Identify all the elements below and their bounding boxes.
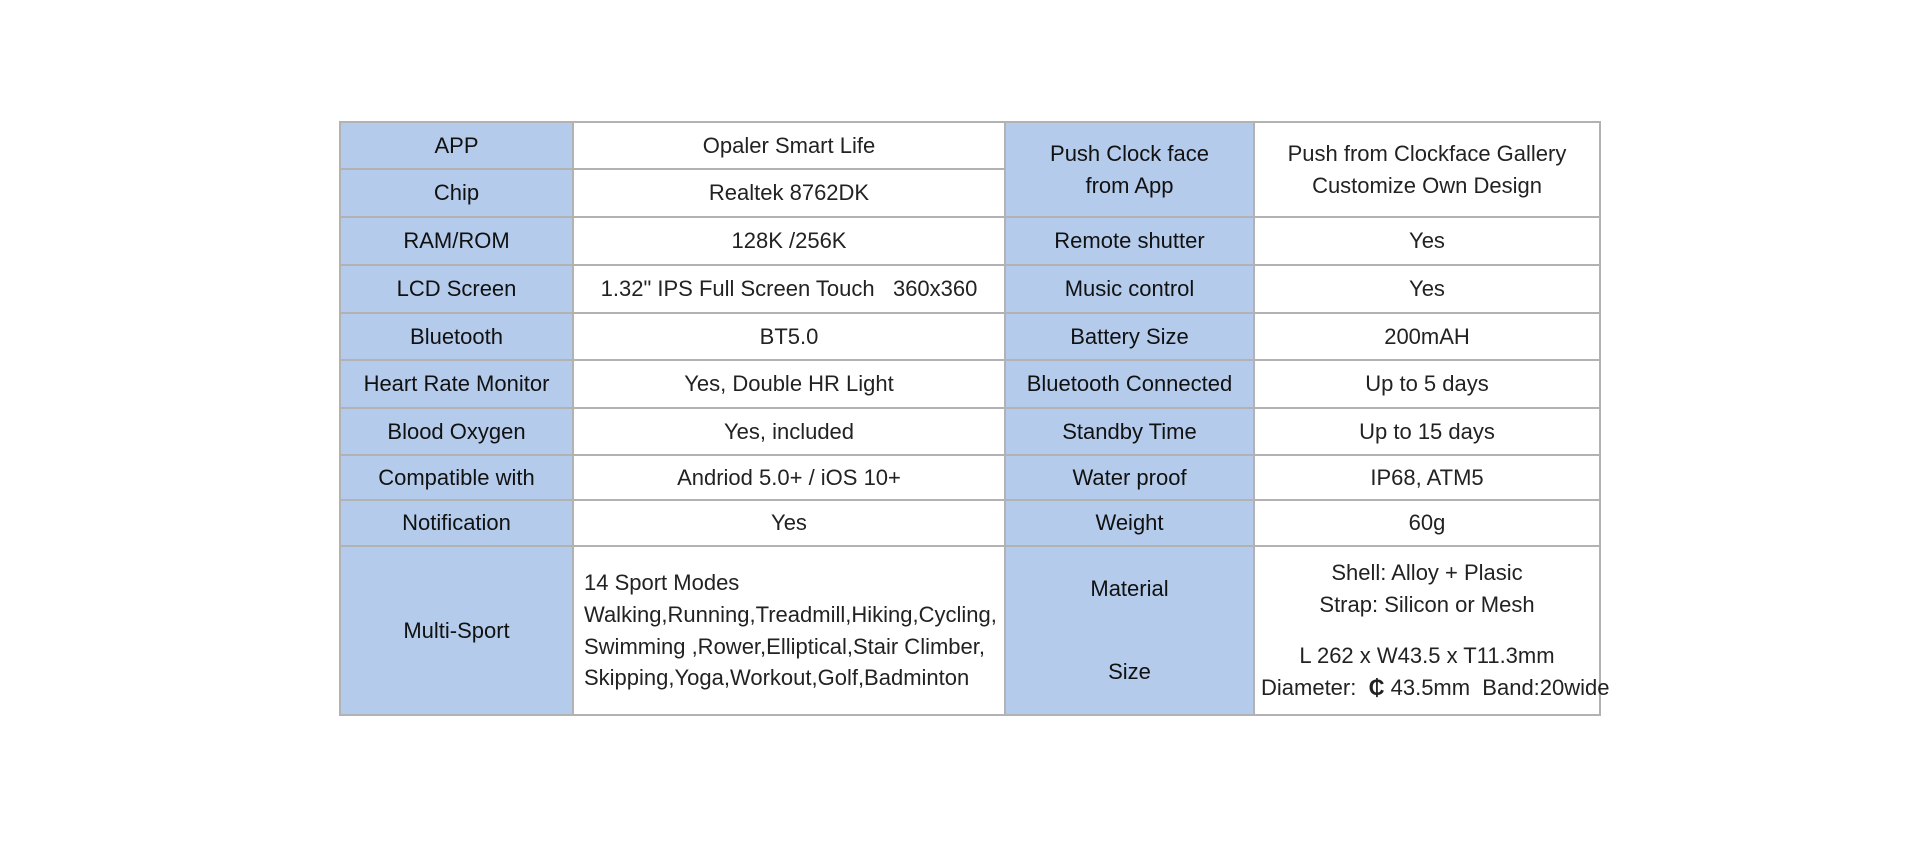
- sport-label: Multi-Sport: [340, 546, 573, 715]
- notification-label: Notification: [340, 500, 573, 546]
- music-label: Music control: [1005, 265, 1254, 313]
- sport-line: Walking,Running,Treadmill,Hiking,Cycling,: [584, 601, 997, 627]
- table-row: [340, 500, 1600, 546]
- diameter-icon: ₵: [1368, 675, 1385, 701]
- standby-label: Standby Time: [1005, 408, 1254, 455]
- shutter-label: Remote shutter: [1005, 217, 1254, 265]
- clockface-value-line: Push from Clockface Gallery: [1287, 140, 1567, 166]
- lcd-label: LCD Screen: [340, 265, 573, 313]
- diameter-prefix: Diameter:: [1261, 675, 1357, 701]
- oxygen-value: Yes, included: [573, 408, 1005, 455]
- size-diameter: [1261, 672, 1610, 704]
- battery-value: 200mAH: [1254, 313, 1600, 360]
- chip-value: Realtek 8762DK: [573, 169, 1005, 217]
- bluetooth-value: BT5.0: [573, 313, 1005, 360]
- battery-label: Battery Size: [1005, 313, 1254, 360]
- bt-connected-label: Bluetooth Connected: [1005, 360, 1254, 408]
- weight-value: 60g: [1254, 500, 1600, 546]
- material-value: [1261, 557, 1593, 621]
- clockface-label: [1005, 122, 1254, 217]
- material-value-line: Shell: Alloy + Plasic: [1331, 559, 1523, 585]
- clockface-label-line: from App: [1085, 172, 1174, 198]
- ram-label: RAM/ROM: [340, 217, 573, 265]
- table-row: [340, 313, 1600, 360]
- hr-label: Heart Rate Monitor: [340, 360, 573, 408]
- table-row: [340, 122, 1600, 169]
- oxygen-label: Blood Oxygen: [340, 408, 573, 455]
- material-label: Material: [1090, 575, 1169, 601]
- material-value-line: Strap: Silicon or Mesh: [1319, 591, 1535, 617]
- app-value: Opaler Smart Life: [573, 122, 1005, 169]
- notification-value: Yes: [573, 500, 1005, 546]
- compat-label: Compatible with: [340, 455, 573, 500]
- size-label: Size: [1108, 659, 1151, 685]
- spec-table: [339, 121, 1610, 716]
- clockface-value: [1254, 122, 1600, 217]
- table-row: [340, 360, 1600, 408]
- sport-line: Swimming ,Rower,Elliptical,Stair Climber,: [584, 633, 985, 659]
- standby-value: Up to 15 days: [1254, 408, 1600, 455]
- hr-value: Yes, Double HR Light: [573, 360, 1005, 408]
- material-size-label: [1005, 546, 1254, 715]
- material-size-value: [1254, 546, 1610, 715]
- table-row: [340, 455, 1600, 500]
- size-dimensions: L 262 x W43.5 x T11.3mm: [1299, 643, 1555, 669]
- chip-label: Chip: [340, 169, 573, 217]
- music-value: Yes: [1254, 265, 1600, 313]
- sport-line: 14 Sport Modes: [584, 569, 740, 595]
- waterproof-value: IP68, ATM5: [1254, 455, 1600, 500]
- table-row: [340, 408, 1600, 455]
- sport-line: Skipping,Yoga,Workout,Golf,Badminton: [584, 665, 970, 691]
- app-label: APP: [340, 122, 573, 169]
- ram-value: 128K /256K: [573, 217, 1005, 265]
- lcd-value: 1.32" IPS Full Screen Touch 360x360: [573, 265, 1005, 313]
- bluetooth-label: Bluetooth: [340, 313, 573, 360]
- diameter-value: 43.5mm Band:20wide: [1390, 675, 1610, 701]
- bt-connected-value: Up to 5 days: [1254, 360, 1600, 408]
- waterproof-label: Water proof: [1005, 455, 1254, 500]
- sport-value: [573, 546, 1005, 715]
- table-row: [340, 217, 1600, 265]
- compat-value: Andriod 5.0+ / iOS 10+: [573, 455, 1005, 500]
- clockface-label-line: Push Clock face: [1050, 140, 1209, 166]
- weight-label: Weight: [1005, 500, 1254, 546]
- table-row: [340, 546, 1600, 715]
- clockface-value-line: Customize Own Design: [1312, 172, 1542, 198]
- shutter-value: Yes: [1254, 217, 1600, 265]
- table-row: [340, 265, 1600, 313]
- size-value: [1261, 640, 1610, 704]
